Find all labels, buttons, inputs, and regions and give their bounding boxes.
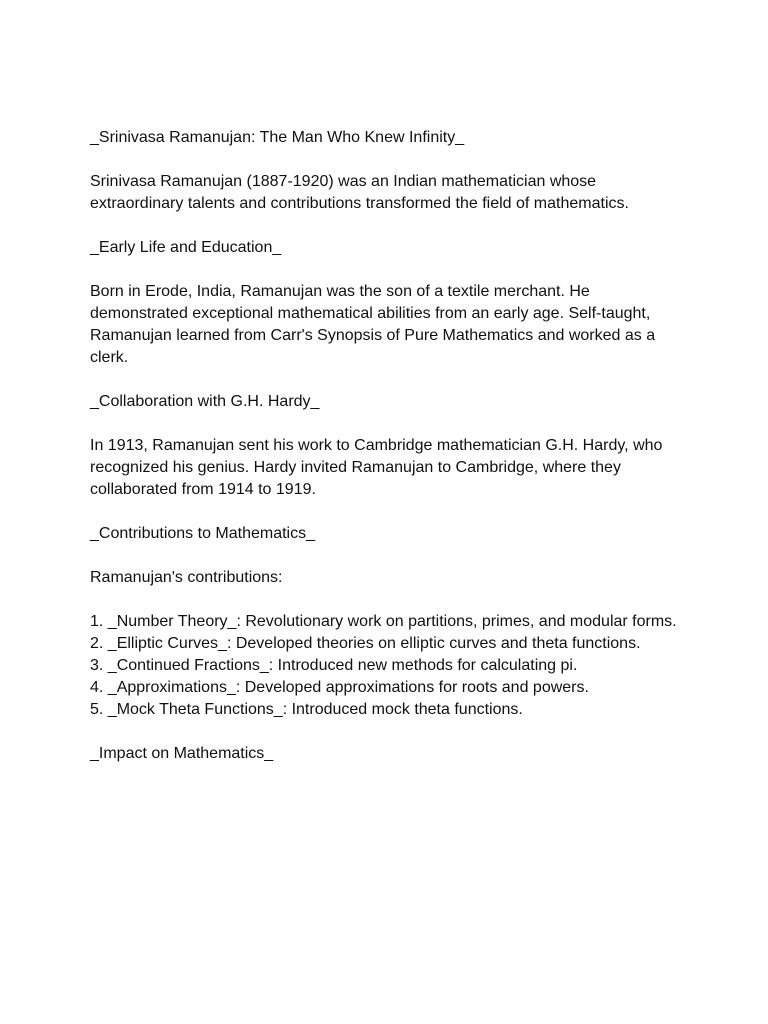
section-body-collaboration: In 1913, Ramanujan sent his work to Cambridge mathematician G.H. Hardy, who recognized his genius. Hardy invited Ramanujan to Cambridge, where they collaborated from 1914 to 1919. bbox=[90, 437, 663, 498]
list-item: 2. _Elliptic Curves_: Developed theories on elliptic curves and theta functions. bbox=[90, 635, 641, 652]
intro-paragraph: Srinivasa Ramanujan (1887-1920) was an Indian mathematician whose extraordinary talents and contributions transformed the field of mathematics. bbox=[90, 173, 629, 212]
list-item: 4. _Approximations_: Developed approximations for roots and powers. bbox=[90, 679, 589, 696]
section-heading-early-life: _Early Life and Education_ bbox=[90, 239, 282, 256]
document-body bbox=[90, 127, 690, 787]
list-item: 5. _Mock Theta Functions_: Introduced mock theta functions. bbox=[90, 701, 523, 718]
section-heading-impact: _Impact on Mathematics_ bbox=[90, 745, 274, 762]
section-heading-contributions: _Contributions to Mathematics_ bbox=[90, 525, 315, 542]
contributions-list bbox=[90, 611, 690, 721]
list-item: 1. _Number Theory_: Revolutionary work on partitions, primes, and modular forms. bbox=[90, 613, 677, 630]
document-title: _Srinivasa Ramanujan: The Man Who Knew Infinity_ bbox=[90, 129, 465, 146]
list-item: 3. _Continued Fractions_: Introduced new methods for calculating pi. bbox=[90, 657, 578, 674]
section-heading-collaboration: _Collaboration with G.H. Hardy_ bbox=[90, 393, 320, 410]
section-body-contributions: Ramanujan's contributions: bbox=[90, 569, 283, 586]
section-body-early-life: Born in Erode, India, Ramanujan was the son of a textile merchant. He demonstrated exceptional mathematical abilities from an early age. Self-taught, Ramanujan learned from Carr's Synopsis of Pure Mathematics and worked as a clerk. bbox=[90, 283, 656, 366]
